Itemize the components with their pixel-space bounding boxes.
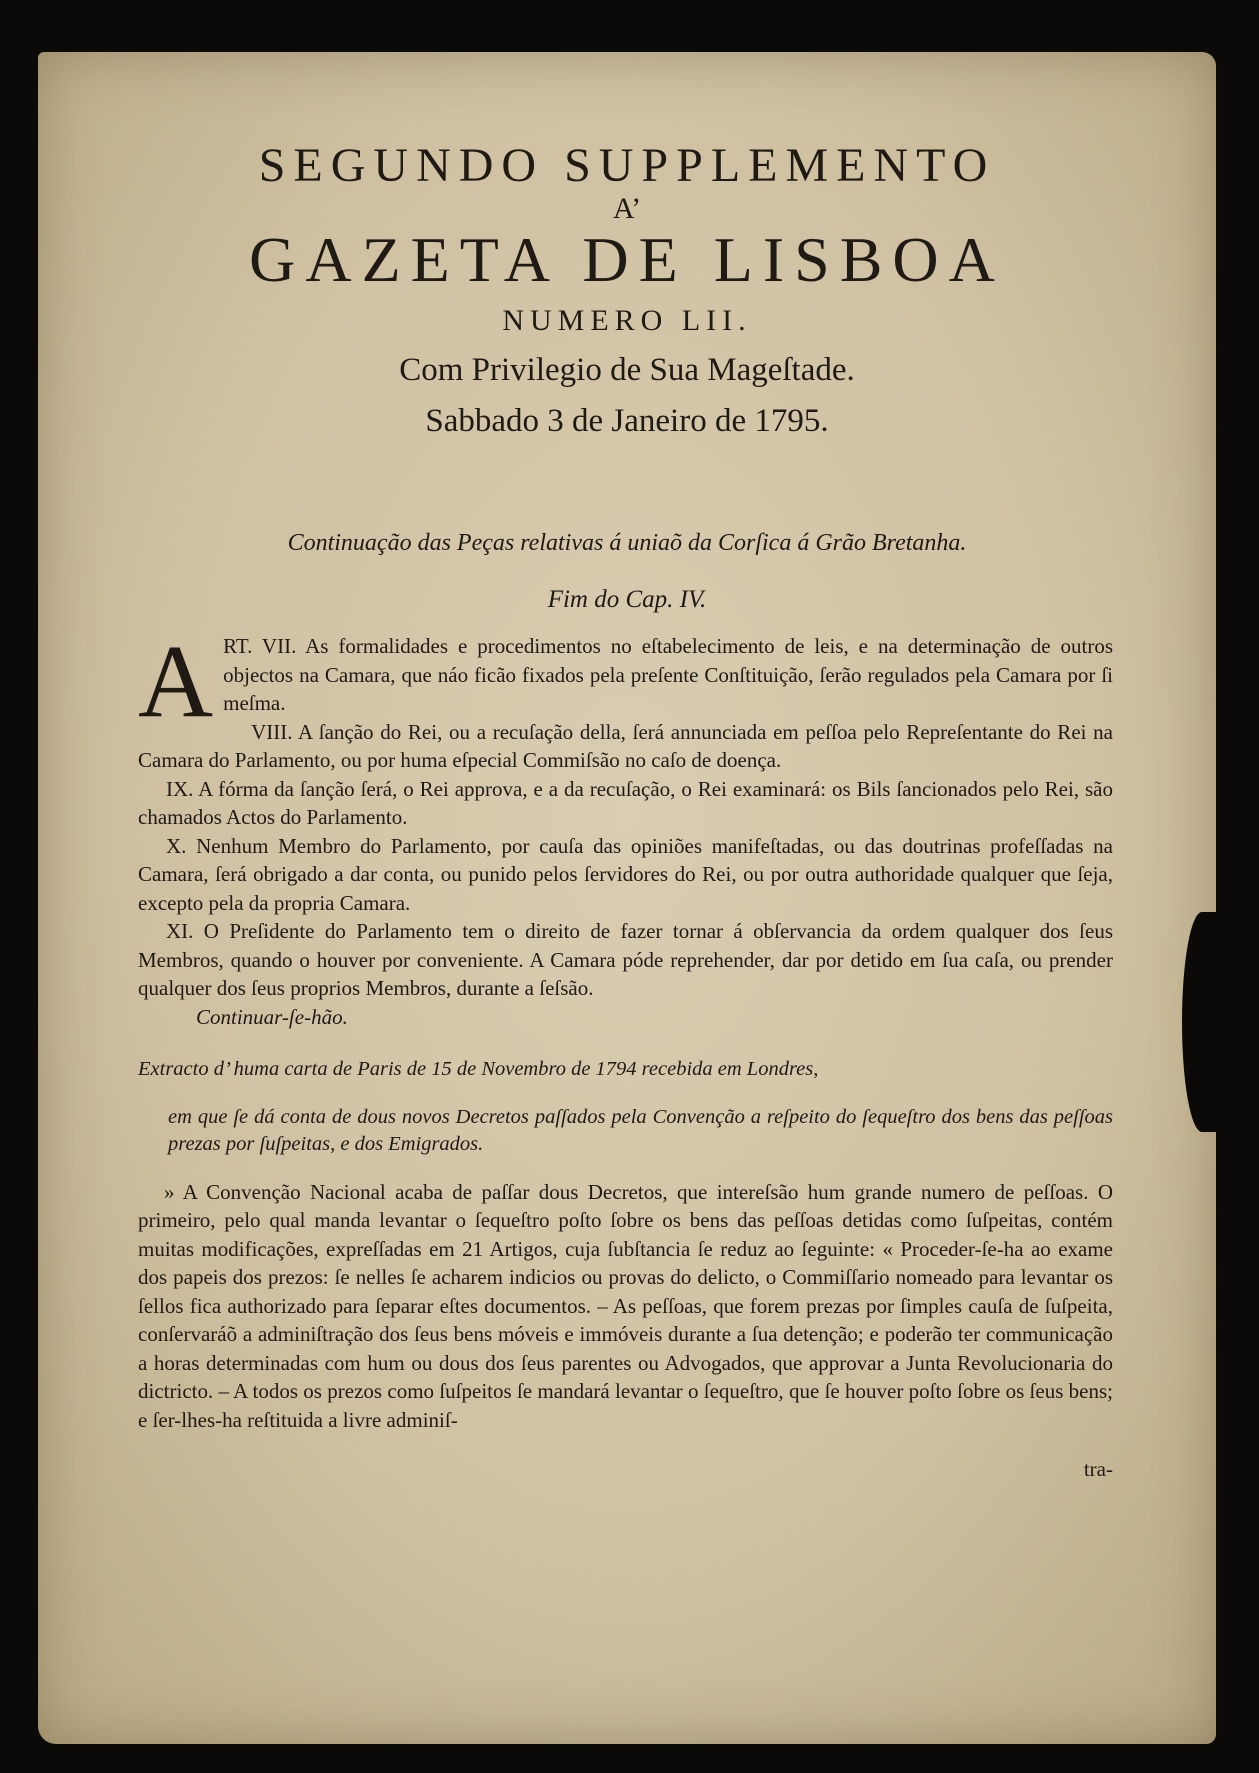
masthead xyxy=(38,137,1216,438)
newspaper-page xyxy=(38,52,1216,1744)
catchword: tra- xyxy=(1083,1457,1113,1481)
article-viii: VIII. A ſanção do Rei, ou a recuſação della, ſerá annunciada em peſſoa pelo Repreſentante do Rei na Camara do Parlamento, ou por huma eſpecial Commiſsão no caſo de doença. xyxy=(138,719,1113,772)
article-vii-text: RT. VII. As formalidades e procedimentos no eſtabelecimento de leis, e na determinação de outros objectos na Camara, que náo ficão fixados pela preſente Conſtituição, ſerão regulados pela Camara por ſi meſma. xyxy=(223,634,1113,715)
article-x: X. Nenhum Membro do Parlamento, por cauſa das opiniões manifeſtadas, ou das doutrinas profeſſadas na Camara, ſerá obrigado a dar conta, ou punido pelos ſervidores do Rei, ou por outra authoridade qualquer que ſeja, excepto pela da propria Camara. xyxy=(138,833,1113,915)
supplement-title: SEGUNDO SUPPLEMENTO xyxy=(258,139,996,192)
article-body xyxy=(138,624,1113,1484)
torn-edge xyxy=(1182,912,1216,1132)
extract-heading-continued: em que ſe dá conta de dous novos Decretos paſſados pela Convenção a reſpeito do ſequeſtro dos bens das peſſoas prezas por ſuſpeitas, e dos Emigrados. xyxy=(168,1105,1113,1155)
section-subhead: Continuação das Peças relativas á uniaõ da Corſica á Grão Bretanha. xyxy=(287,530,967,556)
article-xi: XI. O Preſidente do Parlamento tem o direito de fazer tornar á obſervancia da ordem qualquer dos ſeus Membros, quando o houver por conveniente. A Camara póde reprehender, dar por detido em ſua caſa, ou prender qualquer dos ſeus proprios Membros, durante a ſeſsão. xyxy=(138,919,1113,1000)
article-vii xyxy=(138,624,1113,739)
newspaper-title: GAZETA DE LISBOA xyxy=(249,224,1005,295)
masthead-preposition: A’ xyxy=(612,192,642,225)
drop-cap: A xyxy=(138,624,214,739)
article-ix: IX. A fórma da ſanção ſerá, o Rei approva, e a da recuſação, o Rei examinará: os Bils ſancionados pelo Rei, são chamados Actos do Parlamento. xyxy=(138,776,1113,829)
issue-number: NUMERO LII. xyxy=(502,304,752,337)
extract-heading: Extracto d’ huma carta de Paris de 15 de Novembro de 1794 recebida em Londres, xyxy=(138,1058,819,1080)
issue-date: Sabbado 3 de Janeiro de 1795. xyxy=(425,403,829,439)
to-be-continued: Continuar-ſe-hão. xyxy=(196,1004,348,1029)
chapter-end: Fim do Cap. IV. xyxy=(547,586,707,613)
privilege-line: Com Privilegio de Sua Mageſtade. xyxy=(399,352,855,388)
news-paragraph: » A Convenção Nacional acaba de paſſar dous Decretos, que intereſsão hum grande numero de peſſoas. O primeiro, pelo qual manda levantar o ſequeſtro poſto ſobre os bens das peſſoas detidas como ſuſpeitas, contém muitas modificações, expreſſadas em 21 Artigos, cuja ſubſtancia ſe reduz ao ſeguinte: « Proceder-ſe-ha ao exame dos papeis dos prezos: ſe nelles ſe acharem indicios ou provas do delicto, o Commiſſario nomeado para levantar os ſellos fica authorizado para ſeparar eſtes documentos. – As peſſoas, que forem prezas por ſimples cauſa de ſuſpeita, conſervaráõ a adminiſtração dos ſeus bens móveis e immóveis durante a ſua detenção; e poderão ter communicação a horas determinadas com hum ou dous dos ſeus parentes ou Advogados, que approvar a Junta Revolucionaria do dictricto. – A todos os prezos como ſuſpeitos ſe mandará levantar o ſequeſtro, que ſe houver poſto ſobre os ſeus bens; e ſer-lhes-ha reſtituida a livre adminiſ- xyxy=(138,1179,1113,1432)
